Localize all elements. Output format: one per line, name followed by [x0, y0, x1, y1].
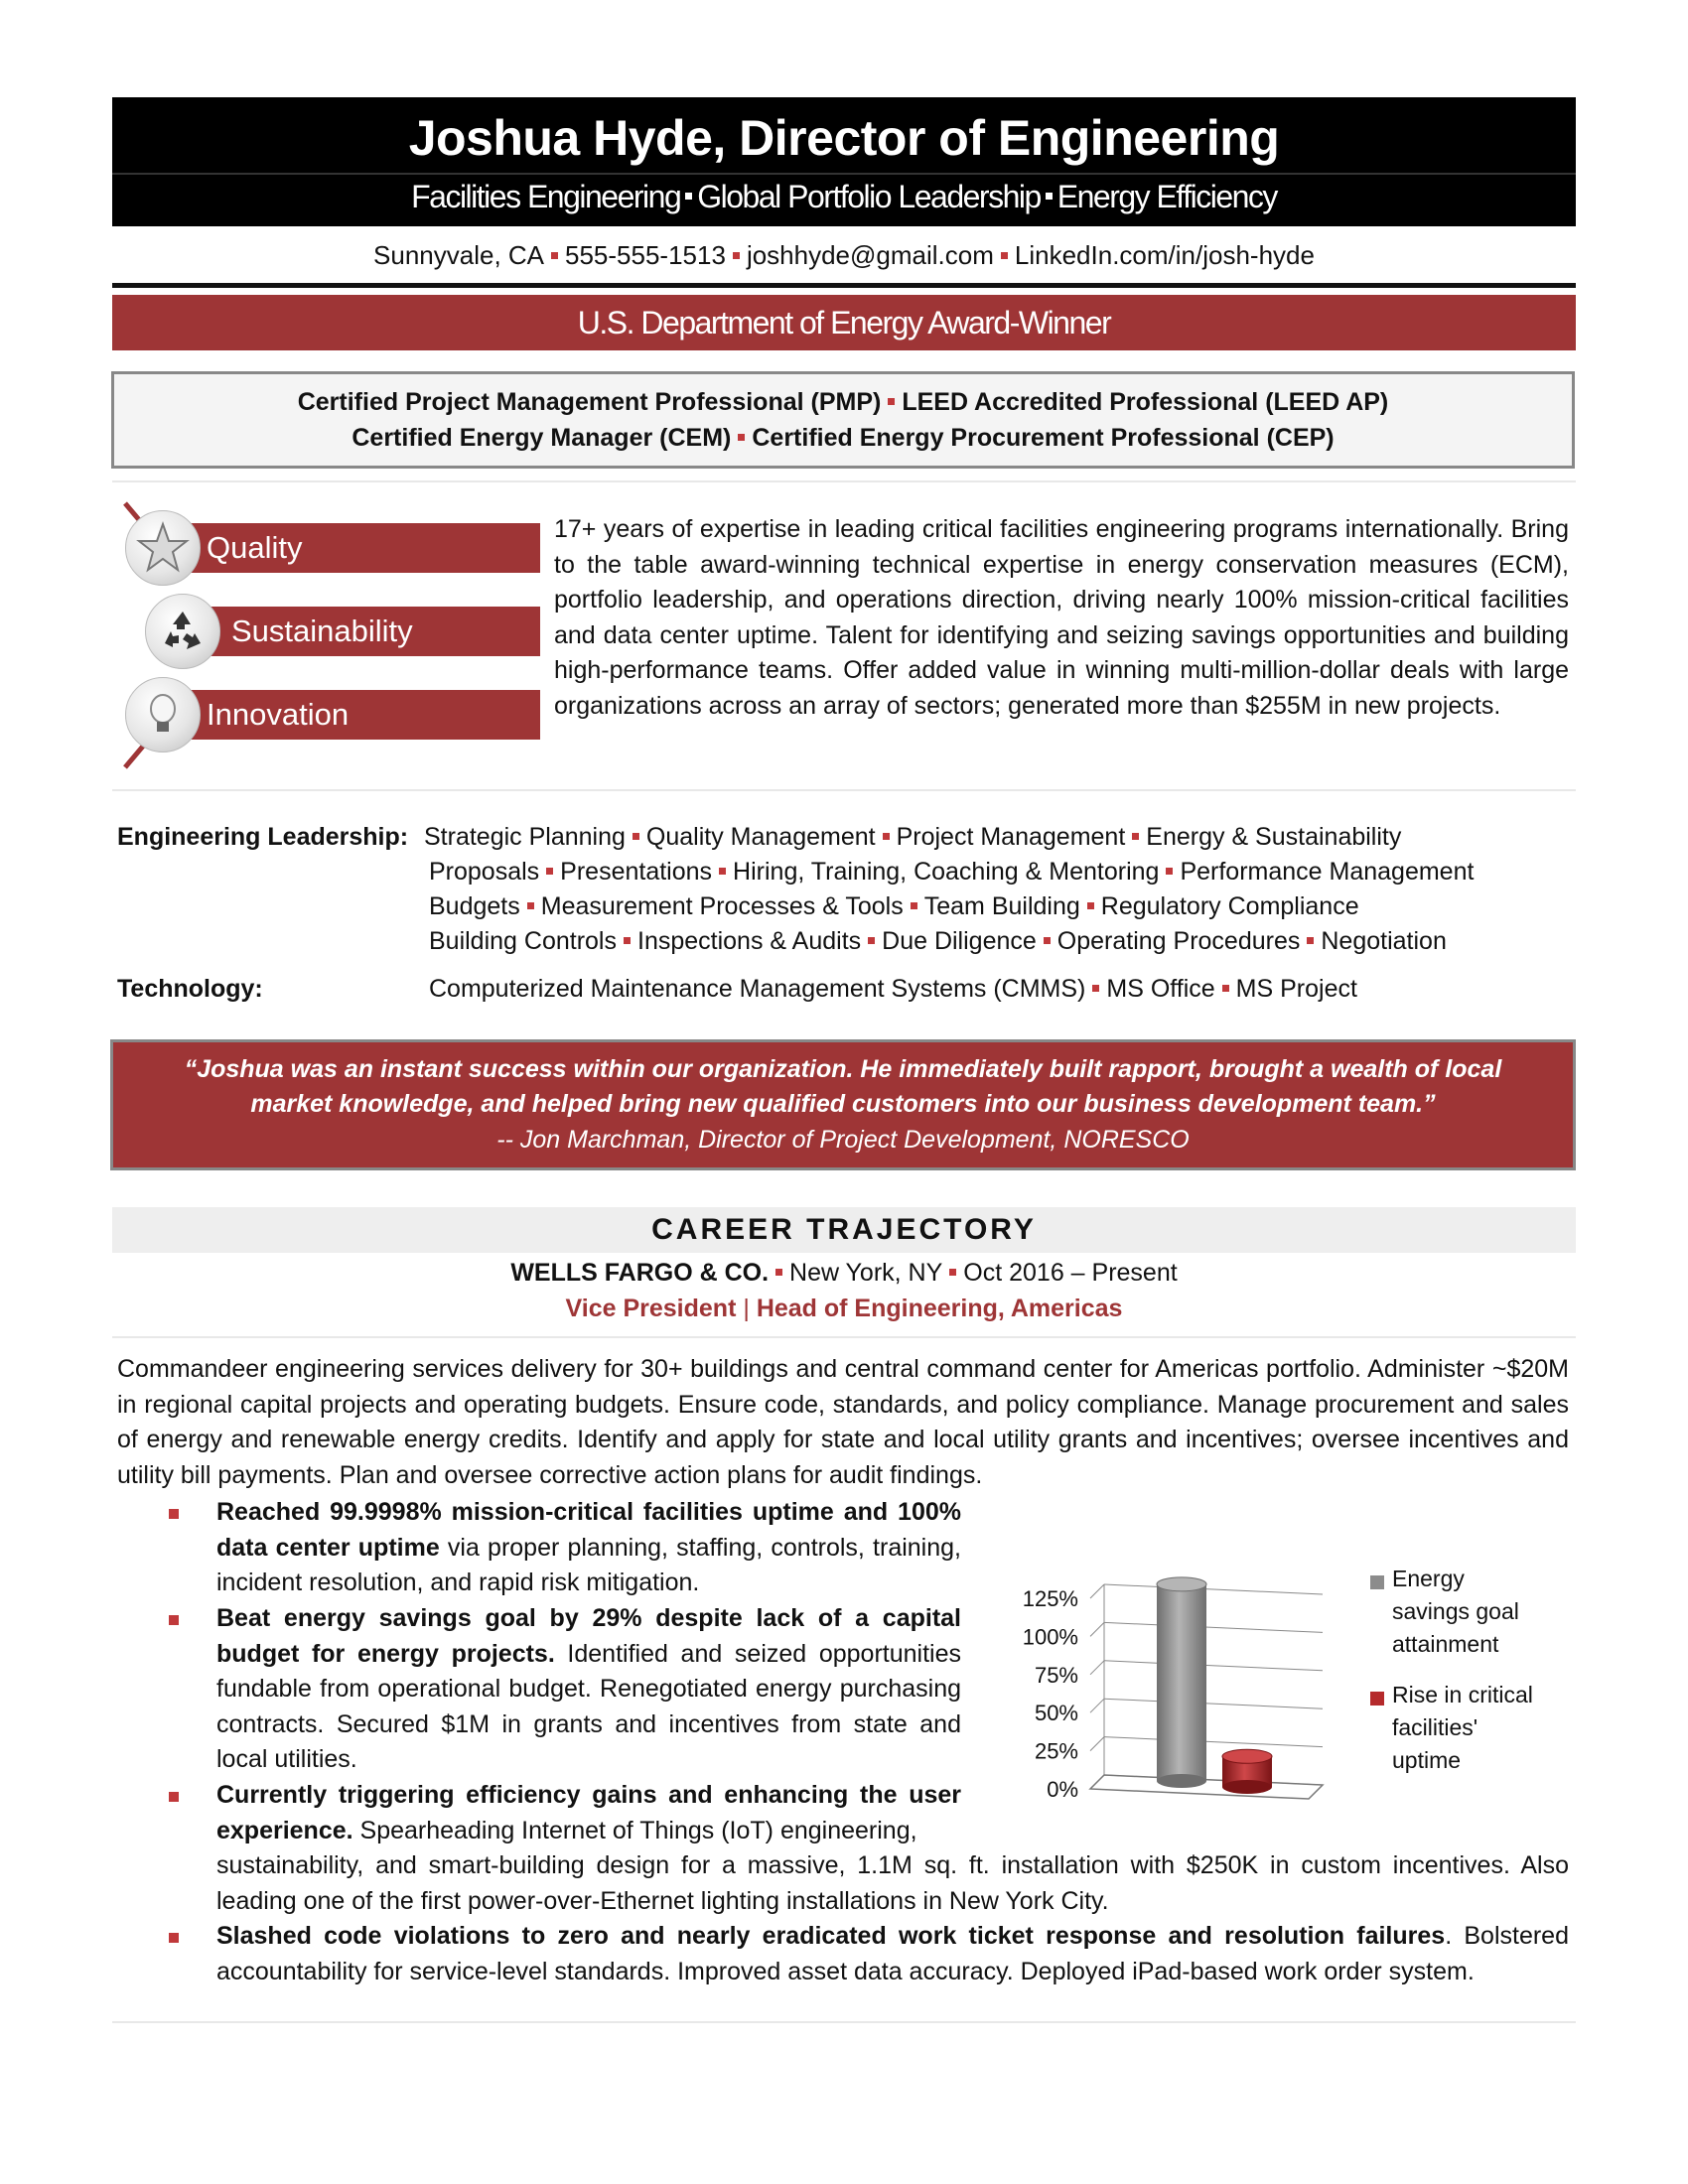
skill-item: Proposals — [429, 858, 540, 886]
skill-item: Presentations — [560, 858, 713, 886]
achievement-chart — [993, 1519, 1589, 1827]
chart-gridline — [1104, 1737, 1323, 1747]
bar-base — [1222, 1780, 1272, 1794]
achievement-bullet-continued: sustainability, and smart-building design for a massive, 1.1M sq. ft. installation with $250K in custom incentives. Also leading one of the first power-over-Ethernet lighting installations in New York City. — [216, 1851, 1569, 1915]
skill-item: Computerized Maintenance Management Systems (CMMS) — [429, 975, 1086, 1003]
y-tick-label: 50% — [1034, 1701, 1078, 1726]
y-tick-label: 125% — [1022, 1586, 1078, 1611]
contact-email[interactable]: joshhyde@gmail.com — [746, 240, 994, 270]
skills-row — [424, 823, 1401, 852]
skill-item: Team Building — [923, 892, 1080, 920]
legend-text: uptime — [1392, 1747, 1462, 1773]
legend-swatch-energy — [1370, 1575, 1384, 1589]
skills-technology-label: Technology: — [117, 975, 263, 1003]
legend-text: Rise in critical — [1392, 1682, 1533, 1707]
skill-item: Project Management — [896, 823, 1126, 851]
technology-row — [429, 975, 1357, 1004]
testimonial-box — [110, 1039, 1576, 1170]
legend-item-uptime — [1392, 1679, 1533, 1777]
achievement-bullet — [216, 1778, 961, 1848]
bullet-marker — [169, 1615, 179, 1625]
chart-gridline — [1090, 1699, 1104, 1712]
chart-gridline — [1090, 1622, 1104, 1636]
skill-item: Energy & Sustainability — [1146, 823, 1402, 851]
skill-item: Performance Management — [1180, 858, 1475, 886]
pillar-label: Quality — [207, 530, 303, 565]
contact-line — [112, 240, 1576, 271]
job-location: New York, NY — [789, 1259, 943, 1287]
skill-item: Hiring, Training, Coaching & Mentoring — [733, 858, 1160, 886]
skills-row — [429, 858, 1474, 887]
bullet-text: Spearheading Internet of Things (IoT) engineering, — [352, 1816, 917, 1844]
achievement-bullet — [216, 1601, 961, 1778]
legend-text: savings goal — [1392, 1598, 1519, 1624]
legend-text: facilities' — [1392, 1714, 1478, 1740]
bullet-bold: Beat energy savings goal by 29% despite lack of a capital budget for energy projects. — [216, 1604, 961, 1668]
job-title — [112, 1295, 1576, 1323]
bullet-text: Identified and seized opportunities fundable from operational budget. Renegotiated energy purchasing contracts. Secured $1M in grants and incentives from state and local utilities. — [216, 1639, 961, 1773]
testimonial-line: “Joshua was an instant success within our organization. He immediately built rapport, brought a wealth of local — [184, 1055, 1502, 1083]
achievement-bullet — [216, 1919, 1569, 1989]
achievement-bullet — [216, 1495, 961, 1601]
job-dates: Oct 2016 – Present — [963, 1259, 1178, 1287]
star-icon — [125, 510, 201, 586]
chart-gridline — [1090, 1737, 1104, 1751]
skill-item: Building Controls — [429, 927, 617, 955]
pillar-label: Innovation — [207, 697, 350, 732]
bullet-text: via proper planning, staffing, controls, training, incident resolution, and rapid risk mitigation. — [216, 1533, 961, 1596]
bar-top — [1222, 1749, 1272, 1763]
skills-row — [429, 927, 1447, 956]
header-divider — [112, 173, 1576, 175]
skills-row — [429, 892, 1359, 921]
cert-row — [114, 420, 1572, 456]
pillar-sustainability — [207, 607, 540, 656]
bullet-marker — [169, 1792, 179, 1802]
y-tick-label: 25% — [1034, 1738, 1078, 1764]
contact-location: Sunnyvale, CA — [373, 240, 545, 270]
cert-row — [114, 384, 1572, 420]
job-title-separator: | — [743, 1295, 750, 1322]
skill-item: Quality Management — [645, 823, 876, 851]
bullet-marker — [169, 1933, 179, 1943]
skill-item: MS Office — [1106, 975, 1215, 1003]
skills-leadership-label: Engineering Leadership: — [117, 823, 409, 851]
chart-gridline — [1090, 1584, 1104, 1598]
divider — [112, 789, 1576, 791]
cert-item: Certified Project Management Professional (PMP) — [297, 388, 882, 416]
chart-gridline — [1104, 1622, 1323, 1632]
legend-text: attainment — [1392, 1631, 1499, 1657]
skill-item: Due Diligence — [882, 927, 1037, 955]
job-title-part: Head of Engineering, Americas — [756, 1295, 1123, 1322]
job-title-part: Vice President — [565, 1295, 737, 1322]
divider — [112, 2021, 1576, 2023]
skill-item: Operating Procedures — [1056, 927, 1301, 955]
bullet-bold: Currently triggering efficiency gains and enhancing the user experience. — [216, 1781, 961, 1844]
testimonial-line: market knowledge, and helped bring new qualified customers into our business development team.” — [250, 1090, 1436, 1118]
bar-top — [1157, 1577, 1206, 1591]
section-title: CAREER TRAJECTORY — [112, 1207, 1576, 1253]
header-banner — [112, 97, 1576, 226]
skill-item: Regulatory Compliance — [1100, 892, 1359, 920]
contact-phone[interactable]: 555-555-1513 — [565, 240, 726, 270]
chart-gridline — [1090, 1661, 1104, 1675]
chart-gridline — [1104, 1584, 1323, 1594]
certifications-box — [111, 371, 1575, 469]
award-banner: U.S. Department of Energy Award-Winner — [112, 295, 1576, 350]
testimonial-attribution: -- Jon Marchman, Director of Project Development, NORESCO — [496, 1126, 1190, 1154]
job-header — [112, 1259, 1576, 1288]
pillar-label: Sustainability — [231, 614, 413, 648]
skill-item: Measurement Processes & Tools — [540, 892, 904, 920]
cert-item: Certified Energy Manager (CEM) — [352, 424, 732, 452]
job-description: Commandeer engineering services delivery for 30+ buildings and central command center for Americas portfolio. Administer ~$20M in regional capital projects and operating budgets. Ensure code, standards, and policy compliance. Manage procurement and sales of energy and renewable energy credits. Identify and apply for state and local utility grants and incentives; oversee incentives and utility bill payments. Plan and oversee corrective action plans for audit findings. — [117, 1355, 1569, 1489]
tagline-item: Energy Efficiency — [1056, 179, 1277, 214]
bullet-bold: Reached 99.9998% mission-critical facilities uptime and 100% data center uptime — [216, 1498, 961, 1562]
skill-item: MS Project — [1235, 975, 1357, 1003]
pillar-innovation — [187, 690, 540, 740]
bullet-text: . Bolstered accountability for service-level standards. Improved asset data accuracy. Deployed iPad-based work order system. — [216, 1922, 1569, 1985]
tagline-item: Facilities Engineering — [411, 179, 681, 214]
y-tick-label: 0% — [1047, 1777, 1078, 1802]
chart-gridline — [1104, 1661, 1323, 1671]
recycle-icon — [145, 594, 220, 669]
page-title: Joshua Hyde, Director of Engineering — [408, 110, 1280, 166]
award-divider — [112, 283, 1576, 288]
bullet-marker — [169, 1509, 179, 1519]
header-tagline — [112, 179, 1576, 215]
chart-gridline — [1104, 1699, 1323, 1708]
legend-text: Energy — [1392, 1566, 1465, 1591]
company-name: WELLS FARGO & CO. — [510, 1259, 770, 1287]
skill-item: Inspections & Audits — [637, 927, 862, 955]
skill-item: Negotiation — [1321, 927, 1447, 955]
contact-linkedin[interactable]: LinkedIn.com/in/josh-hyde — [1014, 240, 1315, 270]
y-tick-label: 75% — [1034, 1662, 1078, 1688]
summary-paragraph: 17+ years of expertise in leading critical facilities engineering programs internationally. Bring to the table award-winning technical expertise in energy conservation measures (ECM), portfolio leadership, and operations direction, driving nearly 100% mission-critical facilities and data center uptime. Talent for identifying and seizing savings opportunities and building high-performance teams. Offer added value in winning multi-million-dollar deals with large organizations across an array of sectors; generated more than $255M in new projects. — [554, 515, 1569, 720]
skill-item: Strategic Planning — [424, 823, 626, 851]
bullet-bold: Slashed code violations to zero and nearly eradicated work ticket response and resolution failures — [216, 1922, 1446, 1950]
pillar-quality — [187, 523, 540, 573]
lightbulb-icon — [125, 677, 201, 752]
skill-item: Budgets — [429, 892, 520, 920]
cert-item: LEED Accredited Professional (LEED AP) — [902, 388, 1389, 416]
legend-swatch-uptime — [1370, 1692, 1384, 1706]
divider — [112, 480, 1576, 482]
tagline-item: Global Portfolio Leadership — [697, 179, 1041, 214]
legend-item-energy — [1392, 1563, 1519, 1661]
bar-energy-savings — [1157, 1584, 1206, 1781]
y-tick-label: 100% — [1022, 1624, 1078, 1650]
cert-item: Certified Energy Procurement Professional (CEP) — [752, 424, 1335, 452]
divider — [112, 1336, 1576, 1338]
bar-base — [1157, 1774, 1206, 1788]
